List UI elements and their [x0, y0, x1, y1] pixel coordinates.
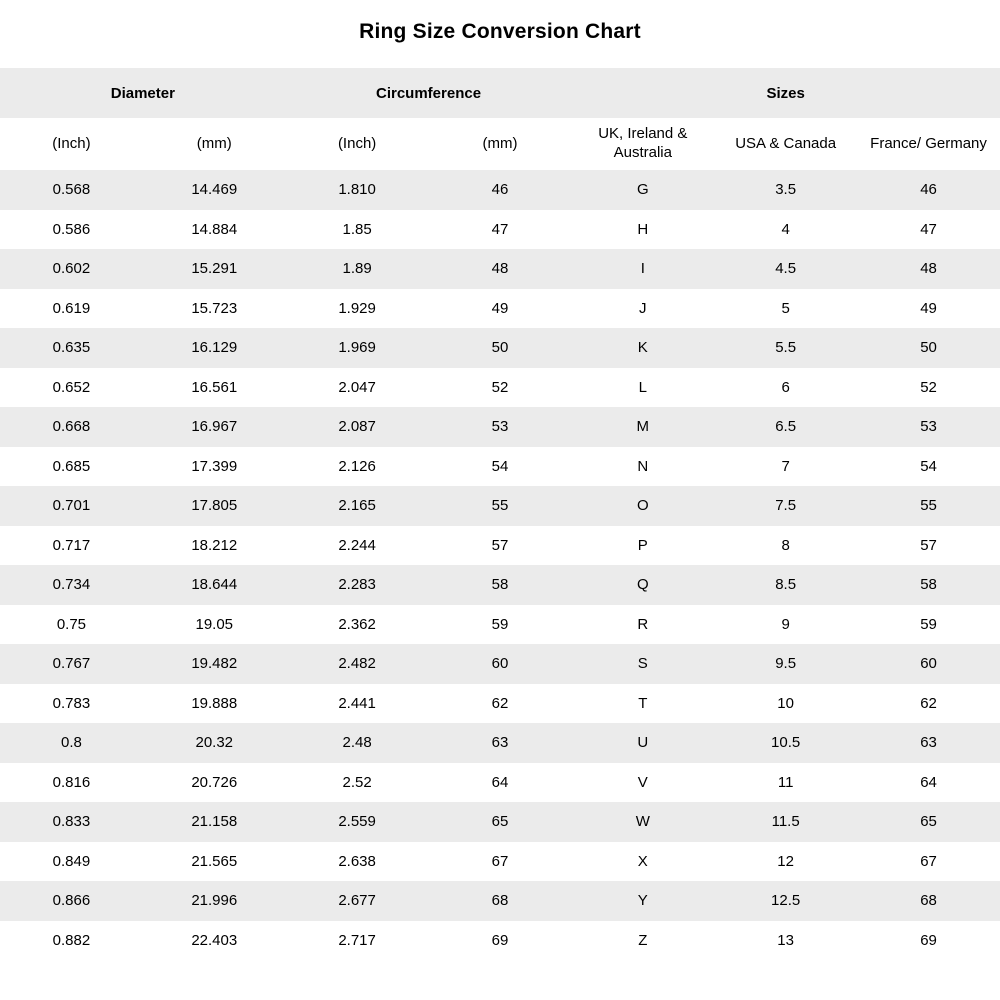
table-cell: 0.685: [52, 457, 91, 475]
table-row: [0, 684, 1000, 724]
column-header-label: (Inch): [52, 134, 91, 152]
table-cell: 50: [491, 339, 509, 357]
table-cell: 65: [920, 813, 937, 831]
table-cell: 67: [920, 852, 937, 870]
table-cell: 7.5: [775, 497, 797, 515]
table-row: [0, 605, 1000, 645]
column-header-label: (mm): [196, 134, 232, 152]
column-header-circumference-mm: [429, 118, 572, 170]
table-cell: 54: [920, 457, 937, 475]
table-cell: 59: [920, 615, 937, 633]
table-cell: 63: [920, 734, 937, 752]
table-cell: 16.129: [191, 339, 238, 357]
table-cell: 0.849: [52, 852, 91, 870]
table-cell: 10.5: [771, 734, 801, 752]
table-cell: 0.701: [52, 497, 91, 515]
table-cell: G: [636, 181, 649, 199]
group-header-diameter: Diameter: [0, 68, 286, 118]
table-cell: 0.668: [52, 418, 91, 436]
table-cell: 48: [920, 260, 937, 278]
table-cell: 54: [491, 457, 509, 475]
table-cell: J: [639, 299, 647, 317]
table-cell: 60: [491, 655, 509, 673]
table-cell: 7: [781, 457, 790, 475]
table-row: [0, 881, 1000, 921]
table-cell: 0.635: [52, 339, 91, 357]
table-cell: 2.559: [338, 813, 376, 831]
column-header-uk-ireland-australia: [571, 118, 714, 170]
table-cell: 14.469: [191, 181, 238, 199]
table-cell: 49: [920, 299, 937, 317]
table-row: [0, 565, 1000, 605]
table-cell: 1.85: [342, 220, 372, 238]
table-cell: 4: [781, 220, 790, 238]
table-cell: I: [640, 260, 645, 278]
table-cell: 19.888: [191, 694, 238, 712]
column-header-france-germany: [857, 118, 1000, 170]
table-cell: 11: [777, 773, 794, 791]
table-cell: 68: [920, 892, 937, 910]
table-cell: 2.48: [342, 734, 372, 752]
table-cell: 46: [920, 181, 937, 199]
table-cell: 2.638: [338, 852, 376, 870]
table-cell: 0.568: [52, 181, 91, 199]
table-cell: T: [638, 694, 648, 712]
table-cell: 67: [491, 852, 509, 870]
table-cell: 2.52: [342, 773, 372, 791]
table-cell: 21.565: [191, 852, 238, 870]
column-header-label: (Inch): [337, 134, 377, 152]
table-cell: 15.291: [191, 260, 238, 278]
table-cell: 69: [920, 931, 937, 949]
table-row: [0, 210, 1000, 250]
table-cell: 0.75: [56, 615, 87, 633]
table-cell: 1.810: [338, 181, 376, 199]
table-cell: U: [637, 734, 649, 752]
table-cell: 58: [491, 576, 509, 594]
table-cell: 64: [920, 773, 937, 791]
table-cell: 19.05: [195, 615, 234, 633]
table-cell: 55: [920, 497, 937, 515]
table-row: [0, 842, 1000, 882]
column-header-row: [0, 118, 1000, 170]
table-cell: 8.5: [775, 576, 797, 594]
column-header-diameter-inch: [0, 118, 143, 170]
table-cell: 0.734: [52, 576, 91, 594]
table-cell: 63: [491, 734, 509, 752]
column-header-label: USA & Canada: [735, 134, 837, 152]
table-row: [0, 170, 1000, 210]
table-cell: 50: [920, 339, 937, 357]
table-cell: 0.8: [60, 734, 82, 752]
table-cell: 49: [491, 299, 509, 317]
table-cell: 62: [920, 694, 937, 712]
table-cell: 2.165: [338, 497, 376, 515]
table-body: [0, 170, 1000, 960]
table-cell: 5.5: [775, 339, 797, 357]
table-cell: 57: [491, 536, 509, 554]
table-cell: R: [637, 615, 649, 633]
table-cell: 2.047: [338, 378, 376, 396]
table-cell: 12: [777, 852, 794, 870]
table-cell: 0.586: [52, 220, 91, 238]
table-cell: 2.441: [338, 694, 376, 712]
table-cell: 0.602: [52, 260, 91, 278]
table-cell: 46: [491, 181, 509, 199]
table-cell: 62: [491, 694, 509, 712]
table-row: [0, 249, 1000, 289]
table-cell: 5: [781, 299, 790, 317]
table-cell: 8: [781, 536, 790, 554]
table-cell: 0.783: [52, 694, 91, 712]
table-cell: H: [637, 220, 649, 238]
table-row: [0, 447, 1000, 487]
table-cell: 2.087: [338, 418, 376, 436]
table-cell: 2.717: [338, 931, 376, 949]
table-cell: 58: [920, 576, 937, 594]
table-cell: 9: [781, 615, 790, 633]
table-row: [0, 289, 1000, 329]
table-cell: 53: [920, 418, 937, 436]
table-row: [0, 921, 1000, 961]
table-cell: 19.482: [191, 655, 238, 673]
table-cell: 48: [491, 260, 509, 278]
table-cell: 47: [491, 220, 509, 238]
table-cell: Z: [638, 931, 648, 949]
table-cell: 0.717: [52, 536, 91, 554]
table-cell: L: [638, 378, 647, 396]
table-row: [0, 763, 1000, 803]
group-header-sizes: Sizes: [571, 68, 1000, 118]
table-cell: 65: [491, 813, 509, 831]
table-cell: 16.967: [191, 418, 238, 436]
table-cell: O: [636, 497, 649, 515]
table-cell: V: [637, 773, 648, 791]
table-cell: 18.212: [191, 536, 238, 554]
table-cell: M: [636, 418, 650, 436]
table-cell: 64: [491, 773, 509, 791]
group-header-row: [0, 68, 1000, 118]
table-cell: 55: [491, 497, 509, 515]
table-cell: 12.5: [771, 892, 801, 910]
table-cell: 0.619: [52, 299, 91, 317]
table-cell: 6.5: [775, 418, 797, 436]
table-cell: 21.996: [191, 892, 238, 910]
table-cell: Y: [637, 892, 648, 910]
table-cell: 0.652: [52, 378, 91, 396]
table-cell: 1.969: [338, 339, 376, 357]
table-cell: 21.158: [191, 813, 238, 831]
table-cell: 14.884: [191, 220, 238, 238]
column-header-circumference-inch: [286, 118, 429, 170]
table-cell: 0.816: [52, 773, 91, 791]
table-cell: 13: [777, 931, 794, 949]
table-cell: 2.244: [338, 536, 376, 554]
table-cell: 9.5: [775, 655, 797, 673]
table-row: [0, 328, 1000, 368]
table-cell: 0.882: [52, 931, 91, 949]
table-cell: 0.767: [52, 655, 91, 673]
table-cell: 0.833: [52, 813, 91, 831]
table-cell: X: [637, 852, 648, 870]
page-title: Ring Size Conversion Chart: [359, 20, 641, 43]
table-cell: 2.362: [338, 615, 376, 633]
table-cell: S: [637, 655, 648, 673]
table-cell: 22.403: [191, 931, 238, 949]
table-cell: 17.399: [191, 457, 238, 475]
table-cell: 52: [920, 378, 937, 396]
table-cell: 18.644: [191, 576, 238, 594]
ring-size-conversion-table: [0, 68, 1000, 960]
table-cell: 1.89: [342, 260, 372, 278]
table-row: [0, 802, 1000, 842]
table-cell: K: [637, 339, 648, 357]
table-cell: 2.283: [338, 576, 376, 594]
table-cell: 52: [491, 378, 509, 396]
table-cell: 59: [491, 615, 509, 633]
table-row: [0, 368, 1000, 408]
table-cell: 16.561: [191, 378, 238, 396]
table-cell: 20.726: [191, 773, 238, 791]
table-cell: N: [637, 457, 649, 475]
table-row: [0, 407, 1000, 447]
table-row: [0, 644, 1000, 684]
table-cell: 11.5: [771, 813, 800, 831]
table-cell: Q: [636, 576, 649, 594]
table-cell: 0.866: [52, 892, 91, 910]
table-cell: 3.5: [775, 181, 797, 199]
table-row: [0, 486, 1000, 526]
table-cell: 6: [781, 378, 790, 396]
table-cell: 57: [920, 536, 937, 554]
table-cell: 68: [491, 892, 509, 910]
column-header-label: UK, Ireland & Australia: [598, 125, 688, 161]
table-cell: 20.32: [195, 734, 234, 752]
table-cell: 2.677: [338, 892, 376, 910]
column-header-usa-canada: [714, 118, 857, 170]
table-cell: 2.482: [338, 655, 376, 673]
column-header-label: (mm): [482, 134, 518, 152]
table-cell: 17.805: [191, 497, 238, 515]
table-cell: W: [635, 813, 650, 831]
table-row: [0, 723, 1000, 763]
table-cell: 47: [920, 220, 937, 238]
table-cell: 53: [491, 418, 509, 436]
column-header-diameter-mm: [143, 118, 286, 170]
table-cell: 15.723: [191, 299, 238, 317]
table-header: [0, 68, 1000, 170]
table-cell: 1.929: [338, 299, 376, 317]
column-header-label: France/ Germany: [870, 134, 987, 152]
table-cell: 69: [491, 931, 509, 949]
table-row: [0, 526, 1000, 566]
group-header-circumference: Circumference: [286, 68, 572, 118]
table-cell: 10: [777, 694, 794, 712]
table-cell: 4.5: [775, 260, 797, 278]
table-cell: 2.126: [338, 457, 376, 475]
table-cell: 60: [920, 655, 937, 673]
table-cell: P: [637, 536, 648, 554]
